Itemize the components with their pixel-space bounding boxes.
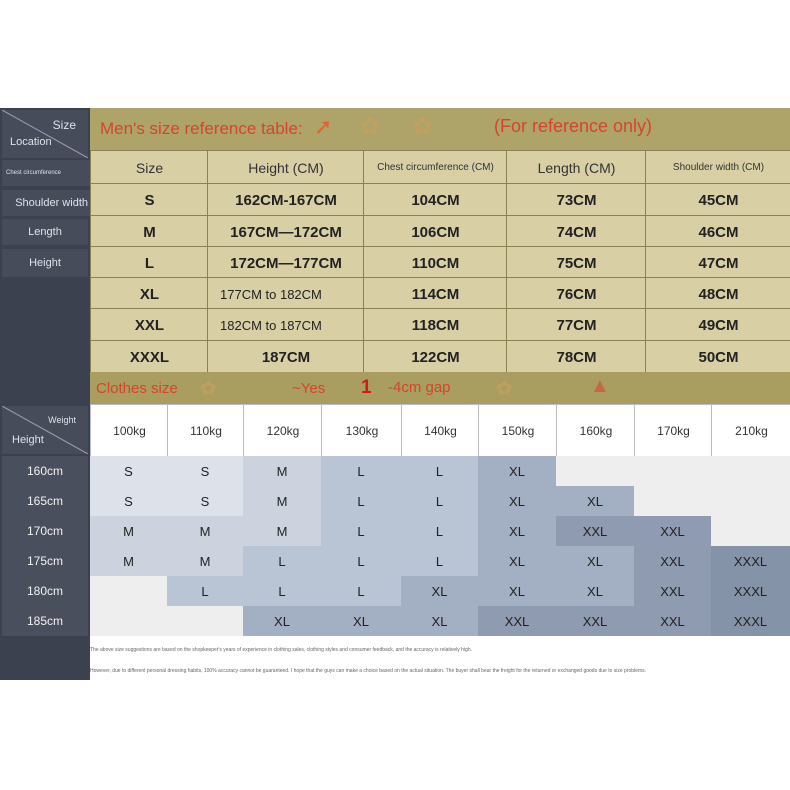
size-grid-cell: S [90, 456, 168, 487]
size-grid-cell: S [167, 456, 244, 487]
size-table-cell: 110CM [363, 246, 508, 280]
corner-weight-label: Weight [48, 415, 76, 425]
size-table-cell: 167CM—172CM [207, 215, 365, 249]
size-grid-cell: XL [401, 606, 479, 637]
size-table-cell: 162CM-167CM [207, 183, 365, 217]
arrow-decoration-icon: ➚ [314, 114, 333, 139]
size-location-corner [2, 110, 88, 158]
size-grid-cell [634, 456, 712, 487]
height-row-label: 165cm [2, 486, 88, 517]
size-grid-cell: XL [321, 606, 402, 637]
size-table-cell: 49CM [645, 308, 790, 342]
size-grid-cell: XXL [634, 606, 712, 637]
size-grid-cell [711, 486, 790, 517]
size-grid-cell: M [167, 516, 244, 547]
corner-location-label: Location [10, 136, 52, 148]
size-table-cell: 182CM to 187CM [207, 308, 377, 342]
size-grid-cell: XXL [556, 606, 635, 637]
size-grid-cell: L [243, 546, 322, 577]
flower-decoration-icon: ✿ [200, 378, 217, 400]
size-grid-cell: XL [243, 606, 322, 637]
size-grid-cell [167, 606, 244, 637]
size-table-cell: 187CM [207, 340, 365, 374]
corner-size-label: Size [52, 118, 76, 132]
size-grid-cell: XXXL [711, 576, 790, 607]
size-grid-cell: XXL [634, 576, 712, 607]
size-grid-cell: XXXL [711, 606, 790, 637]
weight-header: 150kg [478, 404, 558, 458]
size-grid-cell: L [167, 576, 244, 607]
size-table-cell: 118CM [363, 308, 508, 342]
size-grid-cell: XL [556, 576, 635, 607]
height-row-label: 185cm [2, 606, 88, 637]
reference-note: (For reference only) [494, 116, 653, 136]
size-table-cell: 122CM [363, 340, 508, 374]
size-grid-cell: L [243, 576, 322, 607]
size-table-cell: 76CM [506, 277, 647, 311]
size-grid-cell: M [243, 486, 322, 517]
size-grid-cell [556, 456, 635, 487]
size-grid-cell: L [321, 576, 402, 607]
size-table-cell: XL [90, 277, 209, 311]
size-table-cell: 74CM [506, 215, 647, 249]
size-grid-cell: XXXL [711, 546, 790, 577]
size-grid-cell: L [401, 486, 479, 517]
height-row-label: 160cm [2, 456, 88, 487]
size-table-cell: 73CM [506, 183, 647, 217]
note-line-1: The above size suggestions are based on the shopkeeper's years of experience in clothing sales, clothing styles and consumer feedback, and the accuracy is relatively high. [90, 647, 473, 653]
size-table-cell: 45CM [645, 183, 790, 217]
size-table-header: Size [90, 150, 209, 185]
weight-header: 160kg [556, 404, 636, 458]
weight-header: 120kg [243, 404, 323, 458]
size-grid-cell: S [90, 486, 168, 517]
size-grid-cell: L [401, 456, 479, 487]
size-table-cell: L [90, 246, 209, 280]
gap-row [90, 372, 790, 404]
size-table-header: Length (CM) [506, 150, 647, 185]
size-grid-cell: M [243, 516, 322, 547]
size-table-cell: 47CM [645, 246, 790, 280]
gap-label: Clothes size [96, 380, 178, 397]
size-table-cell: XXXL [90, 340, 209, 374]
weight-header: 210kg [711, 404, 790, 458]
size-grid-cell: L [401, 546, 479, 577]
size-grid-cell: M [243, 456, 322, 487]
side-label-shoulder: Shoulder width [2, 190, 98, 216]
size-table-header: Chest circumference (CM) [363, 150, 508, 185]
size-grid-cell: XXL [634, 516, 712, 547]
size-grid-cell: XL [478, 546, 557, 577]
gap-number: 1 [361, 377, 372, 398]
side-label-height: Height [2, 249, 88, 277]
size-table-cell: 50CM [645, 340, 790, 374]
size-grid-cell: XXL [478, 606, 557, 637]
size-table-cell: XXL [90, 308, 209, 342]
size-table-cell: 172CM—177CM [207, 246, 365, 280]
size-table-cell: 77CM [506, 308, 647, 342]
size-grid-cell: XL [556, 546, 635, 577]
size-table-cell: 104CM [363, 183, 508, 217]
size-grid-cell: L [401, 516, 479, 547]
size-grid-cell: L [321, 456, 402, 487]
size-table-cell: 75CM [506, 246, 647, 280]
flower-decoration-icon: ✿ [496, 378, 513, 400]
table-title: Men's size reference table: [100, 119, 303, 138]
size-grid-cell [711, 516, 790, 547]
size-table-cell: 48CM [645, 277, 790, 311]
weight-height-corner [2, 406, 88, 454]
height-row-label: 175cm [2, 546, 88, 577]
corner-diagonal [2, 406, 88, 454]
size-grid-cell [90, 606, 168, 637]
side-label-chest: Chest circumference [2, 160, 92, 186]
flower-decoration-icon: ✿ [360, 113, 381, 140]
size-grid-cell: L [321, 486, 402, 517]
weight-header: 100kg [90, 404, 169, 458]
size-table-cell: 46CM [645, 215, 790, 249]
size-grid-cell [634, 486, 712, 517]
size-table-cell: 177CM to 182CM [207, 277, 377, 311]
size-grid-cell: XL [478, 456, 557, 487]
title-row [90, 108, 790, 150]
size-grid-cell: XL [478, 516, 557, 547]
size-grid-cell: XXL [556, 516, 635, 547]
flower-decoration-icon: ✿ [412, 113, 433, 140]
size-grid-cell: M [90, 516, 168, 547]
size-grid-cell [711, 456, 790, 487]
height-row-label: 170cm [2, 516, 88, 547]
gap-yes: ~Yes [292, 380, 326, 397]
size-grid-cell: XL [556, 486, 635, 517]
weight-header: 170kg [634, 404, 713, 458]
size-grid-cell: XL [478, 486, 557, 517]
weight-header: 140kg [401, 404, 480, 458]
size-table-cell: 106CM [363, 215, 508, 249]
size-table-header: Shoulder width (CM) [645, 150, 790, 185]
weight-header: 130kg [321, 404, 403, 458]
size-table-cell: 114CM [363, 277, 508, 311]
size-grid-cell: M [90, 546, 168, 577]
triangle-decoration-icon: ▲ [590, 375, 610, 397]
size-grid-cell: M [167, 546, 244, 577]
size-grid-cell: L [321, 516, 402, 547]
size-table-cell: S [90, 183, 209, 217]
size-grid-cell: XL [401, 576, 479, 607]
size-grid-cell: L [321, 546, 402, 577]
note-line-2: However, due to different personal dressing habits, 100% accuracy cannot be guaranteed. I hope that the guys can make a choice based on the actual situation. The buyer shall bear the freight for the returned or exchanged goods due to size problems. [90, 668, 647, 674]
size-grid-cell: XL [478, 576, 557, 607]
corner-height-label: Height [12, 434, 44, 446]
size-table-cell: M [90, 215, 209, 249]
size-grid-cell [90, 576, 168, 607]
size-table-cell: 78CM [506, 340, 647, 374]
side-label-length: Length [2, 219, 88, 245]
weight-header: 110kg [167, 404, 245, 458]
size-grid-cell: XXL [634, 546, 712, 577]
size-table-header: Height (CM) [207, 150, 365, 185]
gap-cm: -4cm gap [388, 379, 451, 396]
height-row-label: 180cm [2, 576, 88, 607]
size-grid-cell: S [167, 486, 244, 517]
